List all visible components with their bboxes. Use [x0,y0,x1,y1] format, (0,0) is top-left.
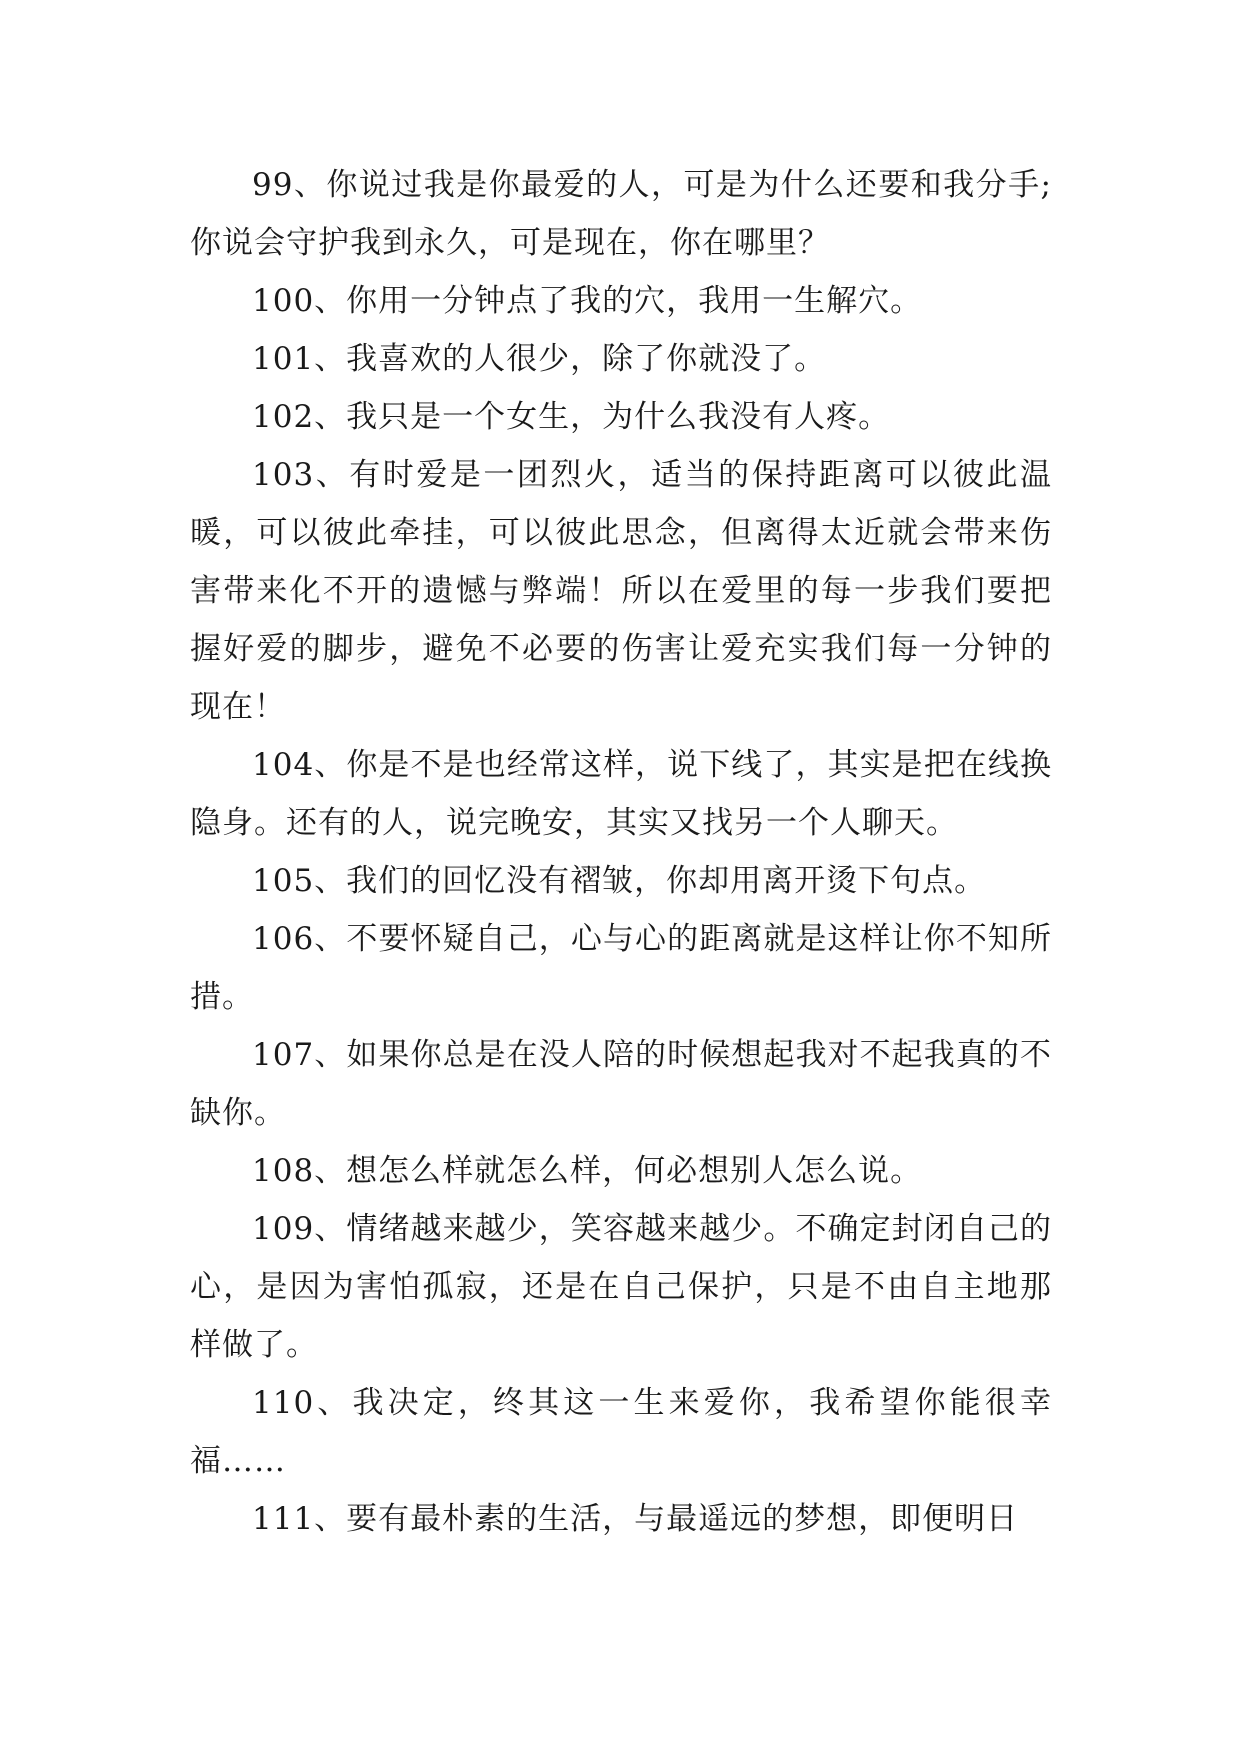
paragraph-99: 99、你说过我是你最爱的人，可是为什么还要和我分手;你说会守护我到永久，可是现在，你在哪里？ [190,167,1052,261]
paragraph-106: 106、不要怀疑自己，心与心的距离就是这样让你不知所措。 [190,921,1052,1015]
paragraph-108: 108、想怎么样就怎么样，何必想别人怎么说。 [252,1153,923,1189]
paragraph-103: 103、有时爱是一团烈火，适当的保持距离可以彼此温暖，可以彼此牵挂，可以彼此思念，但离得太近就会带来伤害带来化不开的遗憾与弊端！所以在爱里的每一步我们要把握好爱的脚步，避免不必要的伤害让爱充实我们每一分钟的现在！ [190,457,1052,725]
paragraph-107: 107、如果你总是在没人陪的时候想起我对不起我真的不缺你。 [190,1037,1052,1131]
paragraph-105: 105、我们的回忆没有褶皱，你却用离开烫下句点。 [252,863,987,899]
paragraph-100: 100、你用一分钟点了我的穴，我用一生解穴。 [252,283,923,319]
paragraph-101: 101、我喜欢的人很少，除了你就没了。 [252,341,827,377]
paragraph-109: 109、情绪越来越少，笑容越来越少。不确定封闭自己的心，是因为害怕孤寂，还是在自己保护，只是不由自主地那样做了。 [190,1211,1052,1363]
paragraph-111: 111、要有最朴素的生活，与最遥远的梦想，即便明日 [252,1501,1019,1537]
paragraph-110: 110、我决定，终其这一生来爱你，我希望你能很幸福…… [190,1385,1052,1479]
document-page [190,156,1052,1548]
paragraph-102: 102、我只是一个女生，为什么我没有人疼。 [252,399,891,435]
paragraph-104: 104、你是不是也经常这样，说下线了，其实是把在线换隐身。还有的人，说完晚安，其实又找另一个人聊天。 [190,747,1052,841]
